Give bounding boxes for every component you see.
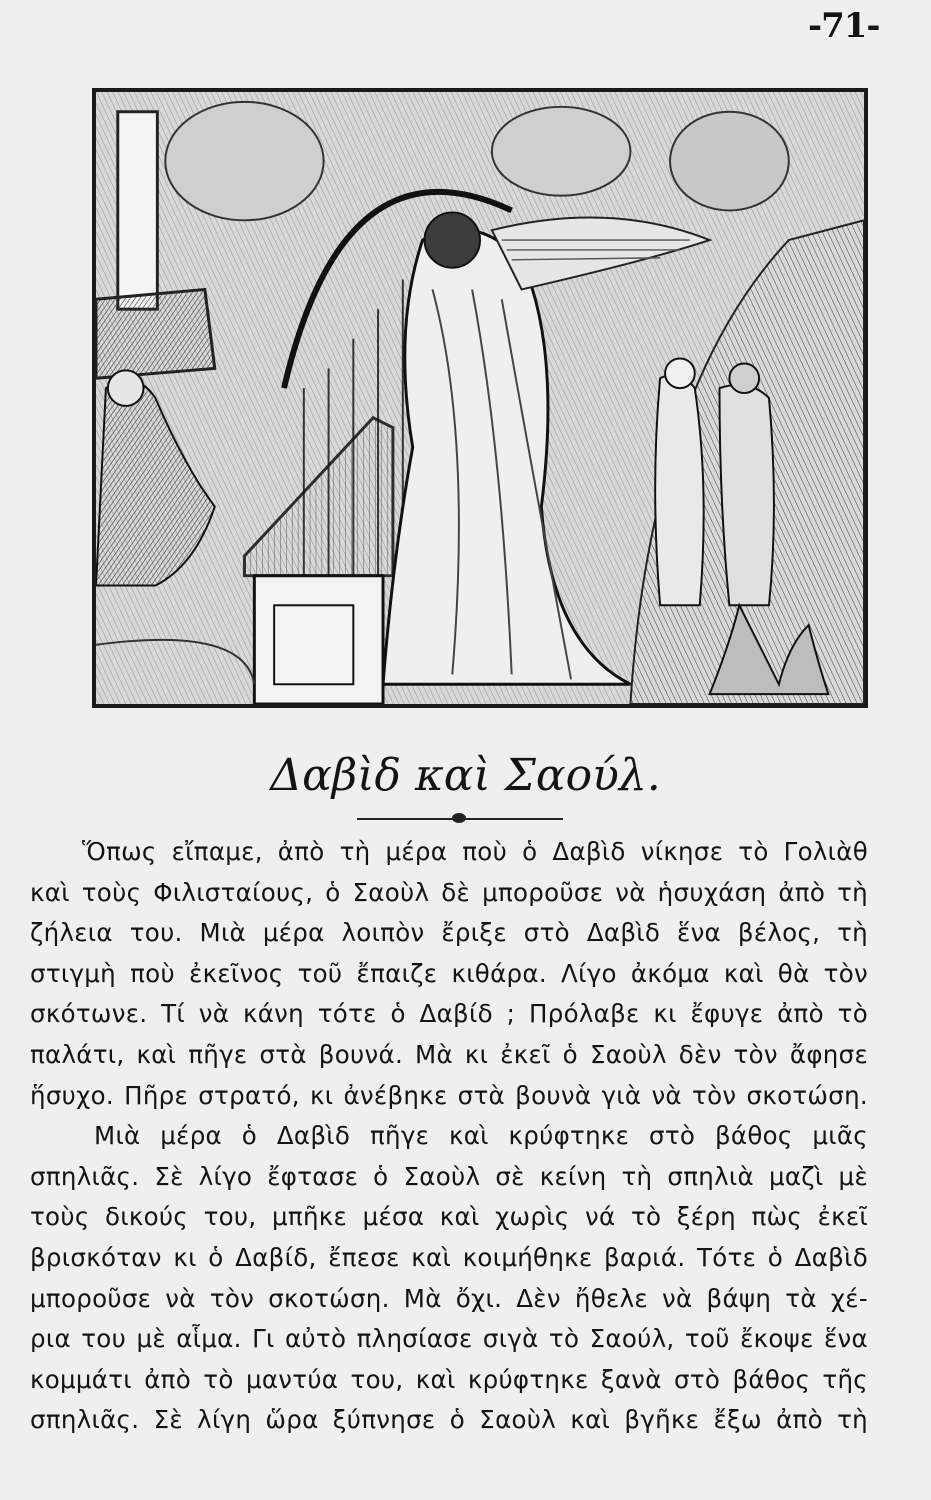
text-line: ζήλεια του. Μιὰ μέρα λοιπὸν ἔριξε στὸ Δαβὶδ ἕνα βέλος, τὴ [30, 918, 868, 948]
text-line: καὶ τοὺς Φιλισταίους, ὁ Σαοὺλ δὲ μποροῦσε νὰ ἡσυχάση ἀπὸ τὴ [30, 877, 868, 907]
text-line: στιγμὴ ποὺ ἐκεῖνος τοῦ ἔπαιζε κιθάρα. Λίγο ἀκόμα καὶ θὰ τὸν [30, 958, 868, 988]
text-line: Μιὰ μέρα ὁ Δαβὶδ πῆγε καὶ κρύφτηκε στὸ βάθος μιᾶς [94, 1121, 868, 1151]
text-line: βρισκόταν κι ὁ Δαβίδ, ἔπεσε καὶ κοιμήθηκε βαριά. Τότε ὁ Δαβὶδ [30, 1242, 868, 1272]
text-line: κομμάτι ἀπὸ τὸ μαντύα του, καὶ κρύφτηκε ξανὰ στὸ βάθος τῆς [30, 1364, 868, 1394]
text-line: ρια του μὲ αἷμα. Γι αὐτὸ πλησίασε σιγὰ τὸ Σαούλ, τοῦ ἔκοψε ἕνα [30, 1324, 868, 1354]
text-line: σπηλιᾶς. Σὲ λίγο ἔφτασε ὁ Σαοὺλ σὲ κείνη τὴ σπηλιὰ μαζὶ μὲ [30, 1161, 868, 1191]
text-line: τοὺς δικούς του, μπῆκε μέσα καὶ χωρὶς νά τὸ ξέρη πὼς ἐκεῖ [30, 1202, 868, 1232]
text-line: Ὅπως εἴπαμε, ἀπὸ τὴ μέρα ποὺ ὁ Δαβὶδ νίκησε τὸ Γολιὰθ [82, 837, 868, 866]
body-text [30, 832, 868, 1441]
title-rule-ornament [452, 813, 466, 823]
text-line: παλάτι, καὶ πῆγε στὰ βουνά. Μὰ κι ἐκεῖ ὁ Σαοὺλ δὲν τὸν ἄφησε [30, 1039, 868, 1069]
page-number: -71- [808, 6, 880, 46]
chapter-title: Δαβὶδ καὶ Σαούλ. [270, 750, 661, 801]
text-line: ἥσυχο. Πῆρε στρατό, κι ἀνέβηκε στὰ βουνὰ γιὰ νὰ τὸν σκοτώση. [30, 1080, 868, 1110]
text-line: σπηλιᾶς. Σὲ λίγη ὥρα ξύπνησε ὁ Σαοὺλ καὶ βγῆκε ἔξω ἀπὸ τὴ [30, 1405, 868, 1435]
text-line: μποροῦσε νὰ τὸν σκοτώση. Μὰ ὄχι. Δὲν ἤθελε νὰ βάψη τὰ χέ- [30, 1283, 868, 1313]
illustration-engraving [92, 88, 868, 708]
engraving-image [96, 92, 864, 704]
text-line: σκότωνε. Τί νὰ κάνη τότε ὁ Δαβίδ ; Πρόλαβε κι ἔφυγε ἀπὸ τὸ [30, 999, 868, 1029]
